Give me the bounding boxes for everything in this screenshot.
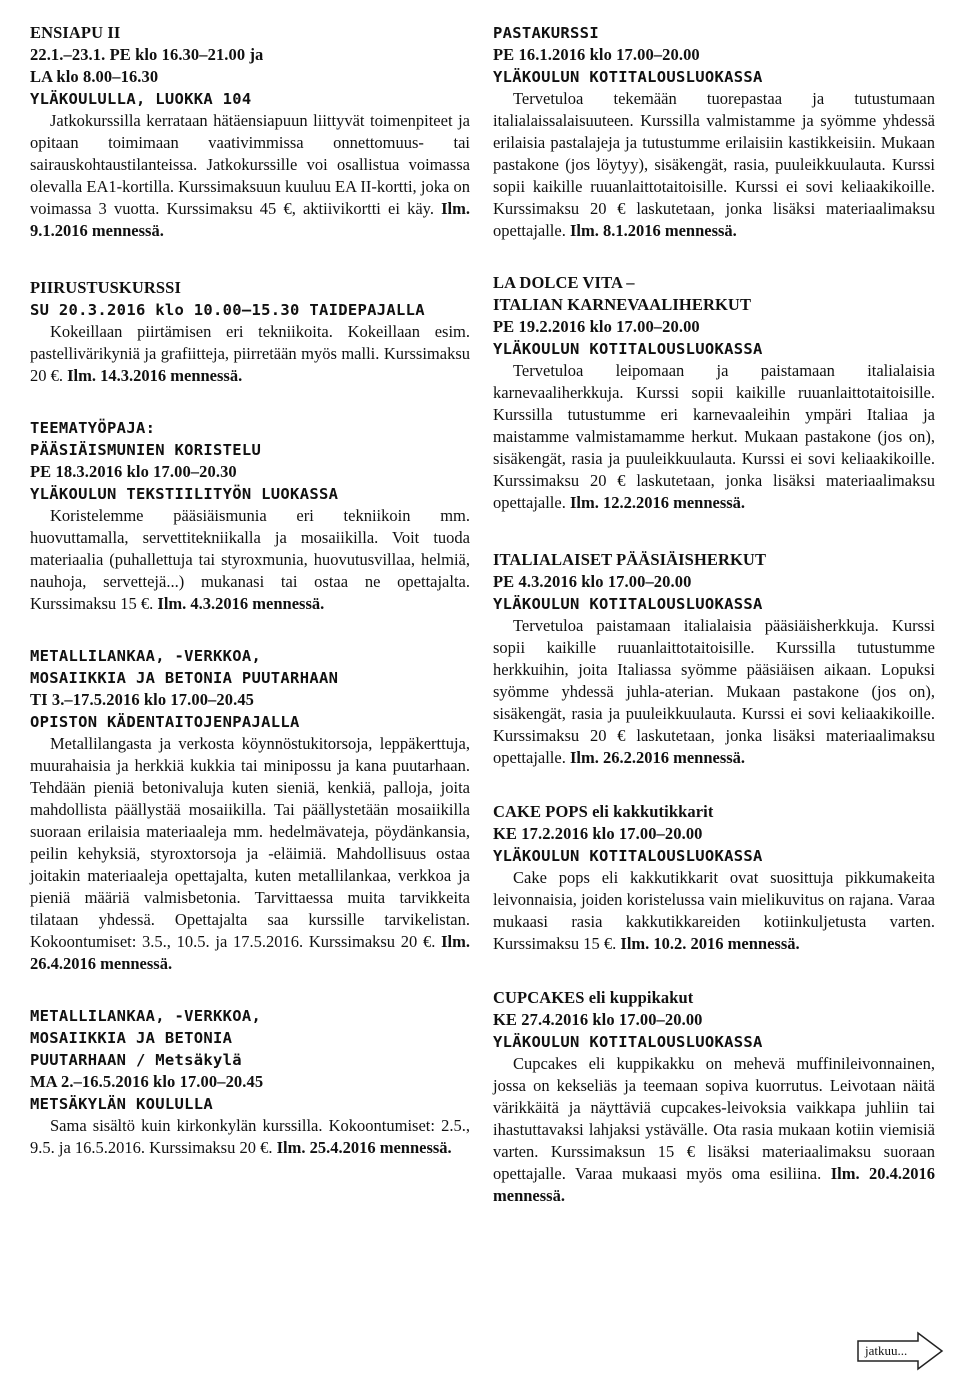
course-location: YLÄKOULUN KOTITALOUSLUOKASSA: [493, 340, 763, 358]
course-title: LA DOLCE VITA –: [493, 273, 635, 292]
continue-button[interactable]: [856, 1331, 944, 1371]
course-title: CAKE POPS eli kakkutikkarit: [493, 802, 714, 821]
course-description: Tervetuloa tekemään tuorepastaa ja tutustumaan italialaissalaisuuteen. Kurssilla valmistamme ja syömme yhdessä erilaisia pastalajeja ja tutustumme erilaisiin kastikkeisiin. Mukaan pastakone (jos löytyy), sisäkengät, rasia, puuleikkuulauta. Kurssi sopii kaikille ruuanlaittotaitoisille. Kurssi ei sovi keliaakikoille. Kurssimaksu 20 € laskutetaan, jonka lisäksi materiaalimaksu opettajalle. Ilm. 8.1.2016 mennessä.: [493, 89, 935, 240]
course-ensiapu: [30, 22, 470, 242]
registration-deadline: Ilm. 10.2. 2016 mennessä.: [620, 934, 800, 953]
course-metallilanka-puutarha: [30, 645, 470, 975]
course-description: Cake pops eli kakkutikkarit ovat suosittuja pikkumakeita leivonnaisia, joiden koristelussa vain mielikuvitus on rajana. Varaa mukaasi rasia kakkutikkareiden kotiinkuljetusta varten. Kurssimaksu 15 €. Ilm. 10.2. 2016 mennessä.: [493, 868, 935, 953]
course-title: MOSAIIKKIA JA BETONIA PUUTARHAAN: [30, 669, 339, 687]
registration-deadline: Ilm. 26.4.2016 mennessä.: [30, 932, 471, 973]
course-piirustus: [30, 277, 470, 387]
course-description: Sama sisältö kuin kirkonkylän kurssilla. Kokoontumiset: 2.5., 9.5. ja 16.5.2016. Kurssimaksu 20 €. Ilm. 25.4.2016 mennessä.: [30, 1116, 470, 1157]
course-date: SU 20.3.2016 klo 10.00–15.30 TAIDEPAJALLA: [30, 301, 425, 319]
registration-deadline: Ilm. 26.2.2016 mennessä.: [569, 748, 746, 767]
course-location: YLÄKOULUN KOTITALOUSLUOKASSA: [493, 595, 763, 613]
course-location: YLÄKOULUN KOTITALOUSLUOKASSA: [493, 68, 763, 86]
course-title: METALLILANKAA, -VERKKOA,: [30, 647, 262, 665]
right-column: [493, 22, 935, 1229]
course-location: YLÄKOULUN KOTITALOUSLUOKASSA: [493, 1033, 763, 1051]
course-description: Jatkokurssilla kerrataan hätäensiapuun liittyvät toimenpiteet ja opitaan toimimaan vaativimmissa onnettomuus- tai sairauskohtaustilanteissa. Jatkokurssille voi osallistua voimassa olevalla EA1-kortilla. Kurssimaksuun kuuluu EA II-kortti, joka on voimassa 3 vuotta. Kurssimaksu 45 €, aktiivikortti ei käy. Ilm. 9.1.2016 mennessä.: [30, 111, 470, 240]
continue-label: jatkuu...: [865, 1343, 908, 1358]
course-title: TEEMATYÖPAJA:: [30, 419, 156, 437]
course-date: PE 19.2.2016 klo 17.00–20.00: [493, 317, 700, 336]
registration-deadline: Ilm. 20.4.2016 mennessä.: [493, 1164, 936, 1205]
course-description: Tervetuloa leipomaan ja paistamaan italialaisia karnevaaliherkkuja. Kurssi sopii kaikille ruuanlaittotaitoisille. Kurssilla tutustumme eri karnevaaleihin ympäri Italiaa ja maistamme valmistamamme herkut. Mukaan pastakone (jos on), sisäkengät, rasia ja puuleikkuulauta. Kurssi ei sovi keliaakikoille. Kurssimaksu 20 € laskutetaan, jonka lisäksi materiaalimaksu opettajalle. Ilm. 12.2.2016 mennessä.: [493, 361, 935, 512]
registration-deadline: Ilm. 4.3.2016 mennessä.: [157, 594, 325, 613]
course-title: ITALIALAISET PÄÄSIÄISHERKUT: [493, 550, 767, 569]
course-date: KE 17.2.2016 klo 17.00–20.00: [493, 824, 703, 843]
course-cake-pops: [493, 801, 935, 955]
registration-deadline: Ilm. 14.3.2016 mennessä.: [67, 366, 243, 385]
course-date: PE 18.3.2016 klo 17.00–20.30: [30, 462, 237, 481]
registration-deadline: Ilm. 9.1.2016 mennessä.: [30, 199, 470, 240]
course-location: YLÄKOULUN TEKSTIILITYÖN LUOKASSA: [30, 485, 339, 503]
course-description: Kokeillaan piirtämisen eri tekniikoita. Kokeillaan esim. pastellivärikyniä ja grafiitteja, piirretään myös malli. Kurssimaksu 20 €. Ilm. 14.3.2016 mennessä.: [30, 322, 470, 385]
course-date: PE 4.3.2016 klo 17.00–20.00: [493, 572, 692, 591]
course-title: PÄÄSIÄISMUNIEN KORISTELU: [30, 441, 262, 459]
course-location: YLÄKOULUN KOTITALOUSLUOKASSA: [493, 847, 763, 865]
course-title: ENSIAPU II: [30, 23, 121, 42]
registration-deadline: Ilm. 25.4.2016 mennessä.: [276, 1138, 452, 1157]
course-description: Koristelemme pääsiäismunia eri tekniikoin mm. huovuttamalla, servettitekniikalla ja mosaiikilla. Voit tuoda materiaalia (puhallettuja tai styroxmunia, huovutusvillaa, helmiä, nauhoja, servettejä...) mukanasi tai ostaa ne opettajalta. Kurssimaksu 15 €. Ilm. 4.3.2016 mennessä.: [30, 506, 470, 613]
course-metallilanka-metsakyla: [30, 1005, 470, 1159]
course-title: MOSAIIKKIA JA BETONIA: [30, 1029, 233, 1047]
course-cupcakes: [493, 987, 935, 1207]
course-date: KE 27.4.2016 klo 17.00–20.00: [493, 1010, 703, 1029]
course-title: PIIRUSTUSKURSSI: [30, 278, 181, 297]
course-title: ITALIAN KARNEVAALIHERKUT: [493, 295, 752, 314]
course-description: Cupcakes eli kuppikakku on mehevä muffinileivonnainen, jossa on kekseliäs ja teemaan sopiva kuorrutus. Leivotaan näitä värikkäitä ja näyttäviä cupcakes-leivoksia vaikkapa juhliin tai ihastuttavaksi lahjaksi ystävälle. Ota rasia mukaan kotiin viemisiä varten. Kurssimaksun 15 € lisäksi materiaalimaksu suoraan opettajalle. Varaa mukaasi myös oma esiliina. Ilm. 20.4.2016 mennessä.: [493, 1054, 936, 1205]
course-title: PASTAKURSSI: [493, 24, 599, 42]
course-description: Tervetuloa paistamaan italialaisia pääsiäisherkkuja. Kurssi sopii kaikille ruuanlaittotaitoisille. Kurssilla tutustumme herkkuihin, joita Italiassa syömme pääsiäisen aikaan. Lopuksi syömme yhdessä juhla-aterian. Mukaan pastakone (jos on), sisäkengät, rasia ja puuleikkuulauta. Kurssi ei sovi keliaakikoille. Kurssimaksu 20 € laskutetaan, jonka lisäksi materiaalimaksu opettajalle. Ilm. 26.2.2016 mennessä.: [493, 616, 935, 767]
course-date: PE 16.1.2016 klo 17.00–20.00: [493, 45, 700, 64]
registration-deadline: Ilm. 12.2.2016 mennessä.: [569, 493, 746, 512]
course-description: Metallilangasta ja verkosta köynnöstukitorsoja, leppäkerttuja, muurahaisia ja herkkiä kukkia tai minipossu ja kana puutarhaan. Tehdään pieniä betonivaluja kuten sieniä, kenkiä, palloja, joita mahdollista päällystää mosaiikilla. Tai päällystetään mosaiikilla suoraan erilaisia materiaaleja mm. hedelmävateja, pöydänkansia, peilin kehyksiä, styroxtorsoja ja -eläimiä. Mahdollisuus ostaa joitakin materiaaleja opettajalta, kuten metallilankaa, verkkoa ja pieniä määriä valmisbetonia. Tarvittaessa muita tarvikkeita tilataan yhdessä. Opettajalta saa kurssille tarvikelistan. Kokoontumiset: 3.5., 10.5. ja 17.5.2016. Kurssimaksu 20 €. Ilm. 26.4.2016 mennessä.: [30, 734, 471, 973]
course-title: PUUTARHAAN / Metsäkylä: [30, 1051, 242, 1069]
course-paasiaismunat: [30, 417, 470, 615]
left-column: [30, 22, 470, 1181]
course-title: METALLILANKAA, -VERKKOA,: [30, 1007, 262, 1025]
course-dolce-vita: [493, 272, 935, 514]
course-pasta: [493, 22, 935, 242]
course-date: MA 2.–16.5.2016 klo 17.00–20.45: [30, 1072, 264, 1091]
course-location: OPISTON KÄDENTAITOJENPAJALLA: [30, 713, 300, 731]
course-title: CUPCAKES eli kuppikakut: [493, 988, 694, 1007]
course-date: LA klo 8.00–16.30: [30, 67, 159, 86]
course-date: 22.1.–23.1. PE klo 16.30–21.00 ja: [30, 45, 264, 64]
registration-deadline: Ilm. 8.1.2016 mennessä.: [569, 221, 737, 240]
course-location: METSÄKYLÄN KOULULLA: [30, 1095, 214, 1113]
course-paasiaisherkut: [493, 549, 935, 769]
course-date: TI 3.–17.5.2016 klo 17.00–20.45: [30, 690, 255, 709]
course-location: YLÄKOULULLA, LUOKKA 104: [30, 90, 252, 108]
